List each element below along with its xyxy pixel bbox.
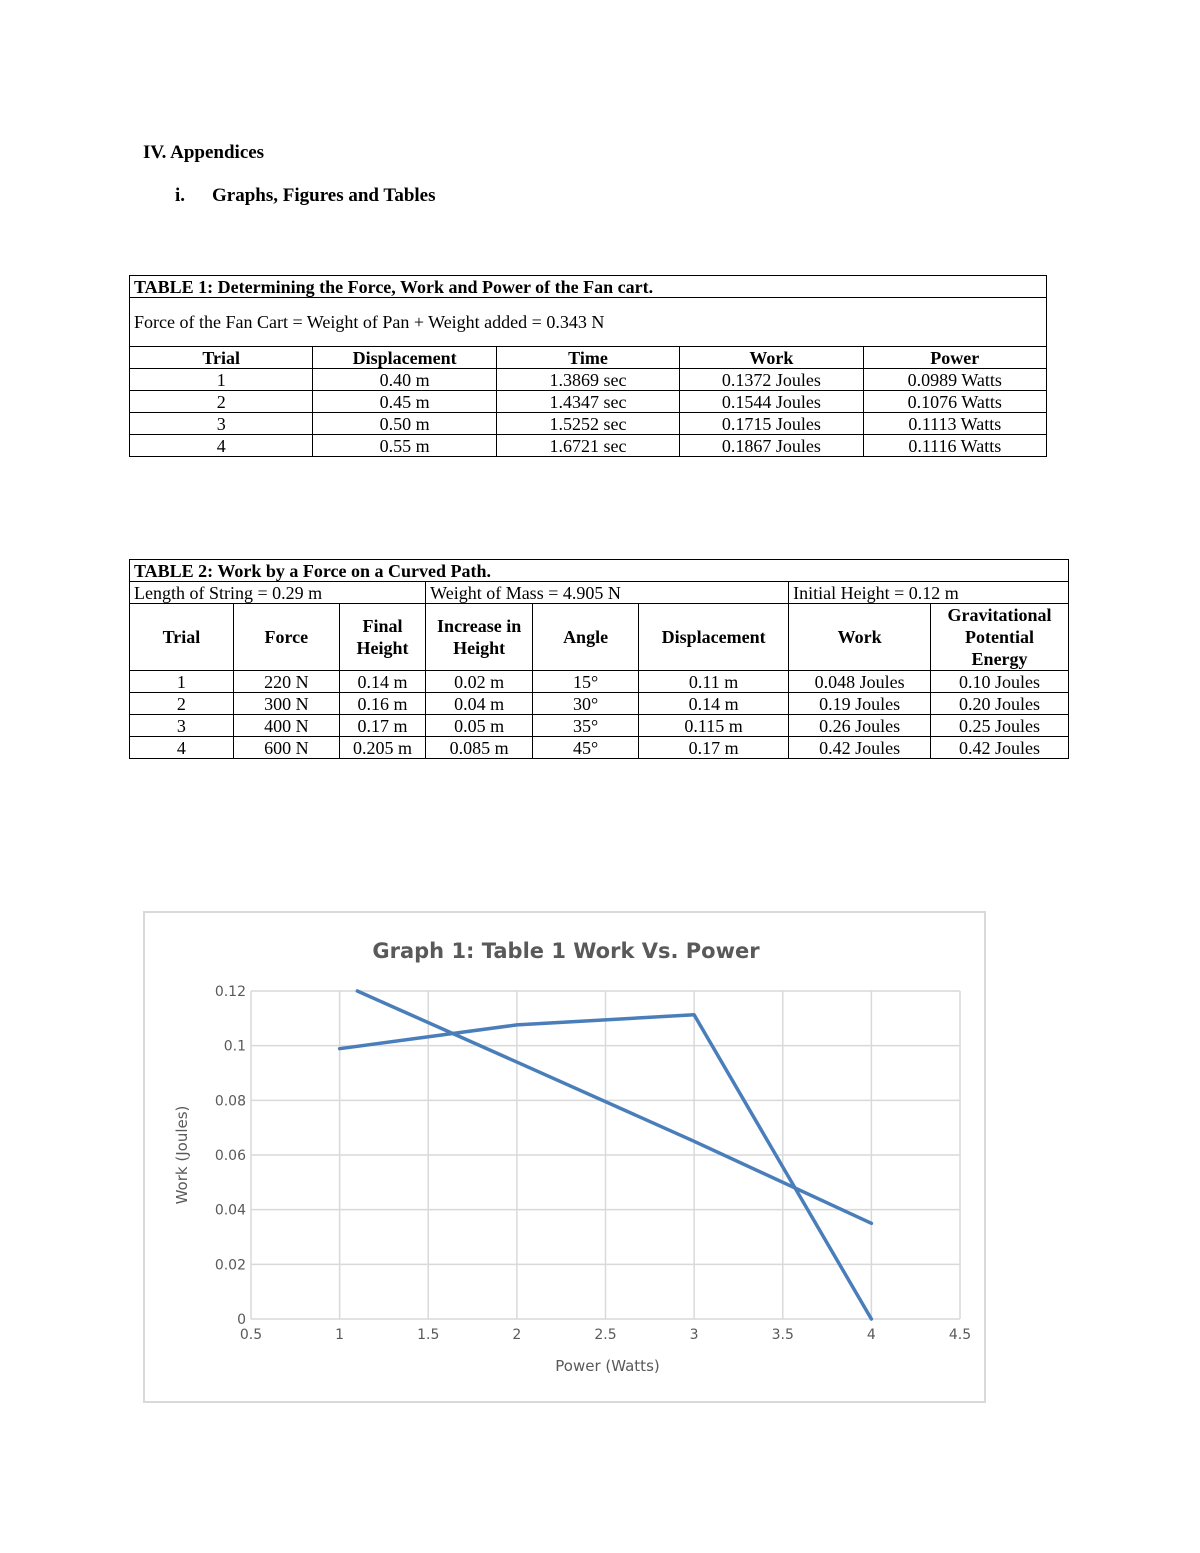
y-tick-label: 0 — [237, 1312, 246, 1328]
table-cell: 1.4347 sec — [496, 391, 679, 413]
table-cell: 4 — [130, 435, 313, 457]
table-cell: 0.1715 Joules — [680, 413, 863, 435]
table-2-title: TABLE 2: Work by a Force on a Curved Path. — [130, 560, 1069, 582]
x-tick-label: 2.5 — [594, 1327, 617, 1343]
table-cell: 0.26 Joules — [789, 715, 931, 737]
table-row — [130, 715, 1069, 737]
column-header: Gravitational Potential Energy — [931, 604, 1069, 671]
table-cell: 0.50 m — [313, 413, 496, 435]
table-cell: 0.14 m — [639, 693, 789, 715]
table-2 — [129, 559, 1069, 759]
table-cell: 15° — [533, 671, 639, 693]
table-cell: 0.1113 Watts — [863, 413, 1046, 435]
table-row — [130, 671, 1069, 693]
table-cell: 0.085 m — [426, 737, 533, 759]
table-cell: 0.1867 Joules — [680, 435, 863, 457]
column-header: Power — [863, 347, 1046, 369]
table-row — [130, 737, 1069, 759]
x-tick-label: 2 — [512, 1327, 522, 1343]
table-cell: 1 — [130, 369, 313, 391]
table-cell: 220 N — [233, 671, 339, 693]
table-1-header-row — [130, 347, 1047, 369]
table-cell: 1.3869 sec — [496, 369, 679, 391]
column-header: Final Height — [339, 604, 425, 671]
table-cell: 0.42 Joules — [931, 737, 1069, 759]
table-cell: 0.40 m — [313, 369, 496, 391]
chart-title: Graph 1: Table 1 Work Vs. Power — [372, 939, 760, 963]
table-cell: 1.6721 sec — [496, 435, 679, 457]
x-tick-label: 4 — [866, 1327, 876, 1343]
column-header: Displacement — [313, 347, 496, 369]
table-cell: 0.1076 Watts — [863, 391, 1046, 413]
x-tick-label: 4.5 — [948, 1327, 972, 1343]
table-cell: 0.17 m — [339, 715, 425, 737]
table-cell: 0.17 m — [639, 737, 789, 759]
table-cell: 0.10 Joules — [931, 671, 1069, 693]
table-cell: 0.0989 Watts — [863, 369, 1046, 391]
table-cell: 35° — [533, 715, 639, 737]
table-cell: 0.1372 Joules — [680, 369, 863, 391]
y-tick-label: 0.04 — [214, 1202, 246, 1219]
series-line-2 — [357, 991, 871, 1223]
table-cell: 0.20 Joules — [931, 693, 1069, 715]
chart-canvas — [145, 913, 988, 1405]
column-header: Work — [680, 347, 863, 369]
table-2-info-row — [130, 582, 1069, 604]
x-tick-label: 3.5 — [771, 1327, 794, 1343]
table-row — [130, 369, 1047, 391]
column-header: Trial — [130, 604, 234, 671]
table-cell: 0.25 Joules — [931, 715, 1069, 737]
x-tick-label: 3 — [689, 1327, 699, 1343]
y-tick-label: 0.02 — [214, 1257, 246, 1274]
table-cell: 2 — [130, 391, 313, 413]
initial-height-info: Initial Height = 0.12 m — [789, 582, 1069, 604]
section-heading: IV. Appendices — [143, 142, 265, 163]
table-cell: 0.05 m — [426, 715, 533, 737]
table-cell: 4 — [130, 737, 234, 759]
table-row — [130, 435, 1047, 457]
table-1 — [129, 275, 1047, 457]
column-header: Displacement — [639, 604, 789, 671]
table-cell: 1.5252 sec — [496, 413, 679, 435]
mass-weight-info: Weight of Mass = 4.905 N — [426, 582, 789, 604]
table-cell: 0.048 Joules — [789, 671, 931, 693]
column-header: Work — [789, 604, 931, 671]
y-tick-label: 0.1 — [223, 1038, 246, 1055]
column-header: Force — [233, 604, 339, 671]
table-cell: 0.115 m — [639, 715, 789, 737]
table-cell: 0.1544 Joules — [680, 391, 863, 413]
string-length-info: Length of String = 0.29 m — [130, 582, 426, 604]
table-1-note: Force of the Fan Cart = Weight of Pan + Weight added = 0.343 N — [130, 298, 1047, 347]
column-header: Angle — [533, 604, 639, 671]
x-axis-label: Power (Watts) — [555, 1357, 660, 1375]
table-cell: 400 N — [233, 715, 339, 737]
subsection-number: i. — [175, 185, 186, 206]
column-header: Time — [496, 347, 679, 369]
table-cell: 0.04 m — [426, 693, 533, 715]
table-cell: 0.45 m — [313, 391, 496, 413]
y-axis-label: Work (Joules) — [173, 1105, 191, 1205]
table-cell: 0.19 Joules — [789, 693, 931, 715]
table-cell: 0.205 m — [339, 737, 425, 759]
table-cell: 0.14 m — [339, 671, 425, 693]
table-1-title: TABLE 1: Determining the Force, Work and Power of the Fan cart. — [130, 276, 1047, 298]
table-cell: 0.42 Joules — [789, 737, 931, 759]
work-vs-power-chart — [143, 911, 986, 1403]
table-cell: 0.02 m — [426, 671, 533, 693]
x-tick-label: 1 — [335, 1327, 345, 1343]
y-tick-label: 0.06 — [214, 1148, 246, 1164]
table-cell: 600 N — [233, 737, 339, 759]
table-row — [130, 413, 1047, 435]
table-cell: 3 — [130, 413, 313, 435]
table-cell: 0.1116 Watts — [863, 435, 1046, 457]
table-cell: 3 — [130, 715, 234, 737]
table-row — [130, 391, 1047, 413]
x-tick-label: 0.5 — [239, 1327, 263, 1343]
subsection-title: Graphs, Figures and Tables — [212, 185, 436, 206]
column-header: Trial — [130, 347, 313, 369]
table-cell: 45° — [533, 737, 639, 759]
table-row — [130, 693, 1069, 715]
table-cell: 2 — [130, 693, 234, 715]
table-2-header-row — [130, 604, 1069, 671]
column-header: Increase in Height — [426, 604, 533, 671]
table-cell: 1 — [130, 671, 234, 693]
x-tick-label: 1.5 — [417, 1327, 440, 1343]
y-tick-label: 0.08 — [214, 1093, 246, 1110]
table-cell: 0.16 m — [339, 693, 425, 715]
y-tick-label: 0.12 — [214, 984, 246, 1000]
table-cell: 0.11 m — [639, 671, 789, 693]
table-cell: 30° — [533, 693, 639, 715]
table-cell: 0.55 m — [313, 435, 496, 457]
table-cell: 300 N — [233, 693, 339, 715]
